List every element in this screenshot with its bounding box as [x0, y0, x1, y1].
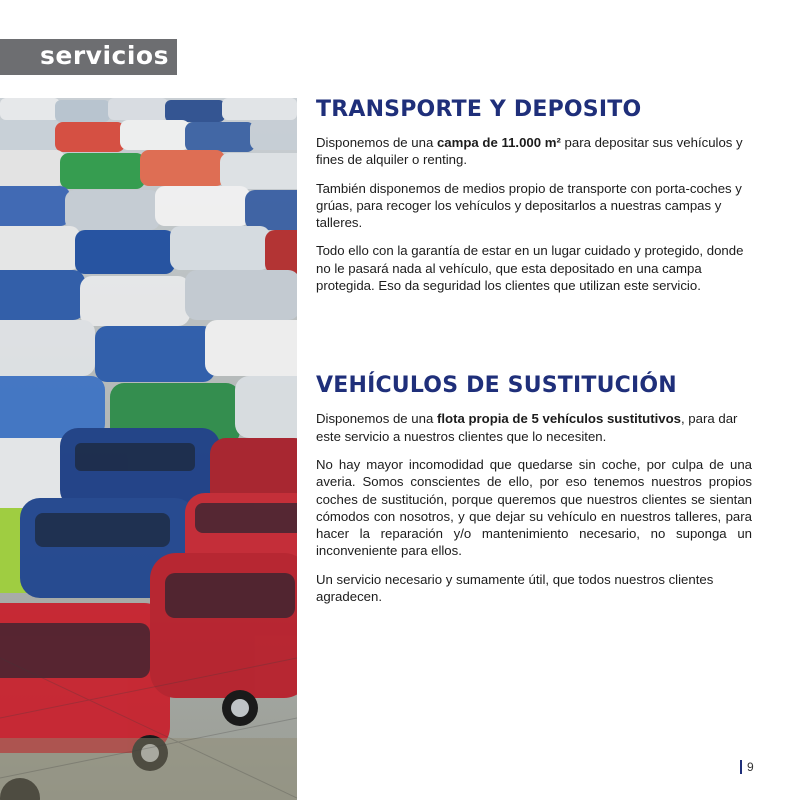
- parked-cars-photo: [0, 98, 297, 800]
- section-heading-transporte: TRANSPORTE Y DEPOSITO: [316, 97, 642, 122]
- paragraph: También disponemos de medios propio de transporte con porta-coches y grúas, para recoger los vehículos y depositarlos a nuestras campas y talleres.: [316, 180, 742, 231]
- section-tab: [0, 39, 177, 75]
- content-column: [316, 96, 752, 605]
- paragraph: [316, 410, 752, 445]
- paragraph: [316, 134, 752, 169]
- text: para depositar sus vehículos y fines de alquiler o renting.: [316, 135, 743, 168]
- bold-text: campa de 11.000 m²: [436, 135, 561, 150]
- paragraph: Un servicio necesario y sumamente útil, que todos nuestros clientes agradecen.: [316, 571, 714, 605]
- section-label: servicios: [40, 41, 169, 70]
- text: Disponemos de una: [316, 135, 437, 150]
- text: , para dar este servicio a nuestros clientes que lo necesiten.: [316, 411, 738, 444]
- bold-text: flota propia de 5 vehículos sustitutivos: [436, 411, 681, 427]
- page-number: 9: [740, 760, 754, 774]
- paragraph: Todo ello con la garantía de estar en un lugar cuidado y protegido, donde no le pasará nada al vehículo, que esta depositado en una campa protegida. Eso da seguridad los clientes que utilizan este servicio.: [316, 243, 744, 294]
- text: Disponemos de una: [316, 411, 437, 427]
- paragraph: No hay mayor incomodidad que quedarse sin coche, por culpa de una averia. Somos conscientes de ello, por eso tenemos nuestros propios coches de sustitución, porque queremos que nuestros clientes se sientan cómodos con nosotros, y que dejar su vehículo en nuestros talleres, para hacer la reparación y/o mantenimiento necesario, no suponga un inconveniente para ellos.: [316, 456, 752, 559]
- section-heading-vehiculos: VEHÍCULOS DE SUSTITUCIÓN: [316, 373, 677, 399]
